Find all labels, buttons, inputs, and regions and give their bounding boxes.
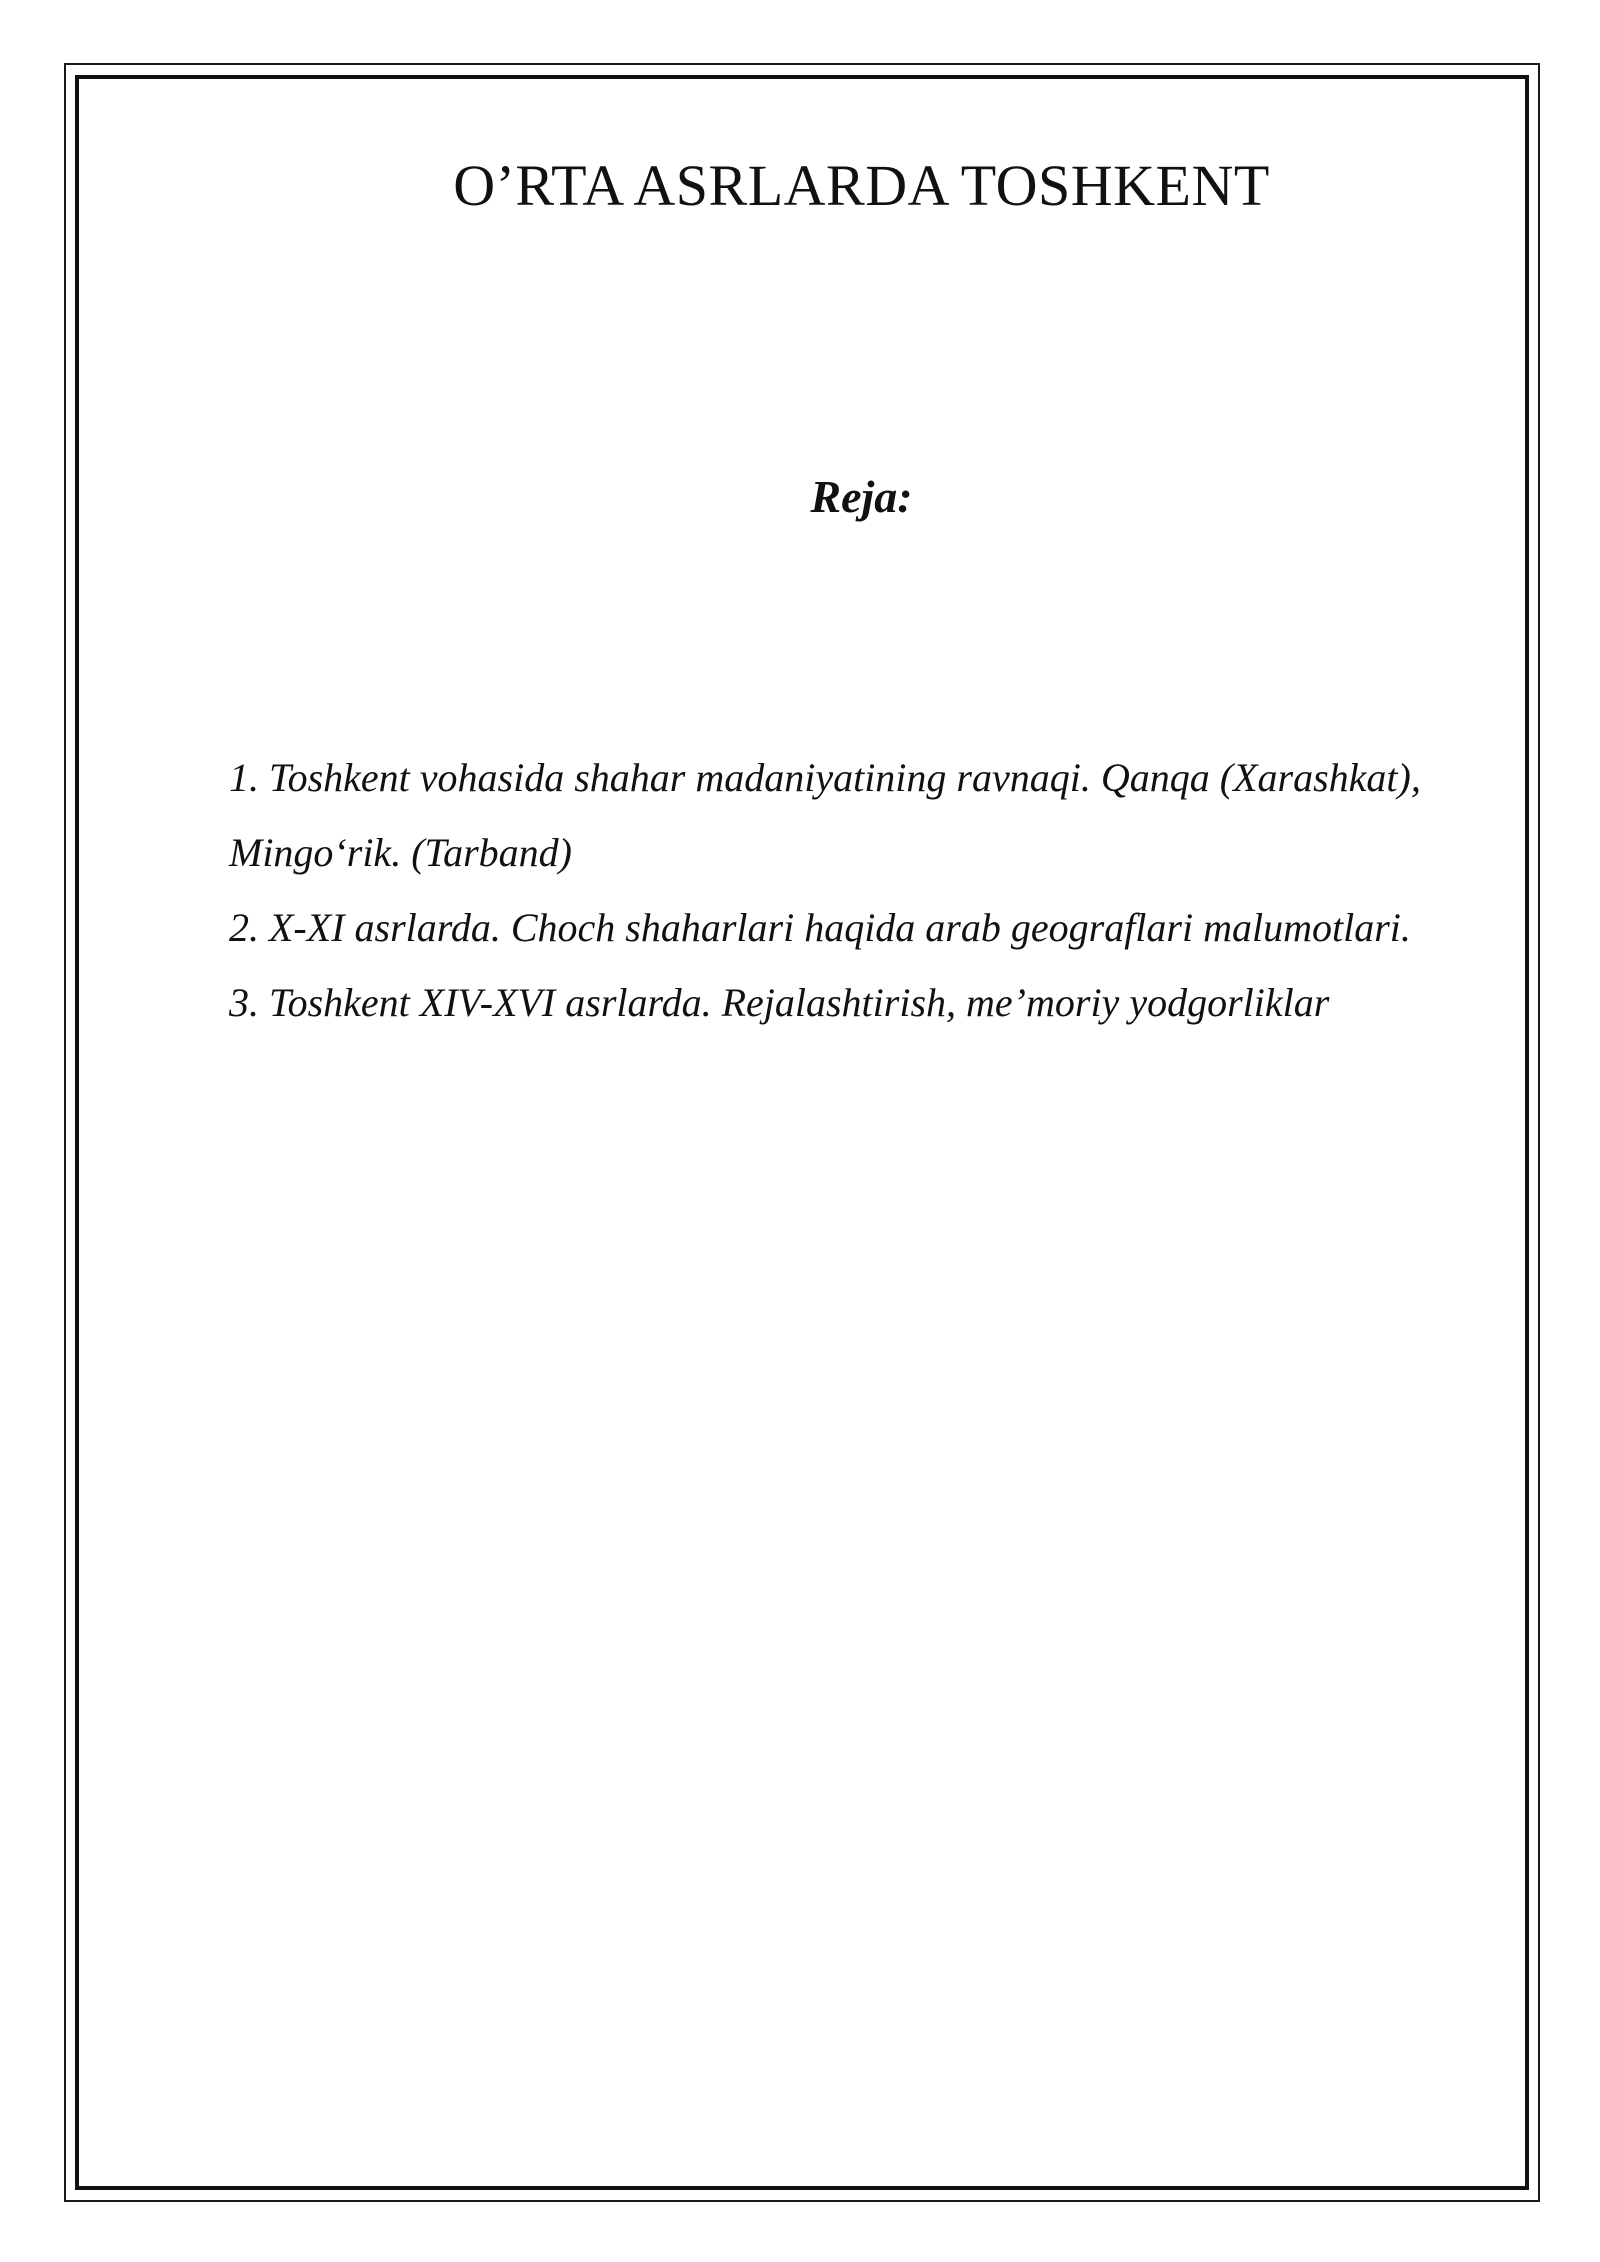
plan-list [229,740,1489,1040]
plan-item: 1. Toshkent vohasida shahar madaniyatining ravnaqi. Qanqa (Xarashkat), Mingo‘rik. (Tarband) [229,755,1421,875]
document-title: O’RTA ASRLARDA TOSHKENT [453,153,1270,218]
plan-item: 2. X-XI asrlarda. Choch shaharlari haqida arab geograflari malumotlari. [229,905,1411,950]
plan-item: 3. Toshkent XIV-XVI asrlarda. Rejalashtirish, me’moriy yodgorliklar [229,980,1330,1025]
page-border-inner [75,75,1529,2190]
plan-heading: Reja: [810,471,913,522]
